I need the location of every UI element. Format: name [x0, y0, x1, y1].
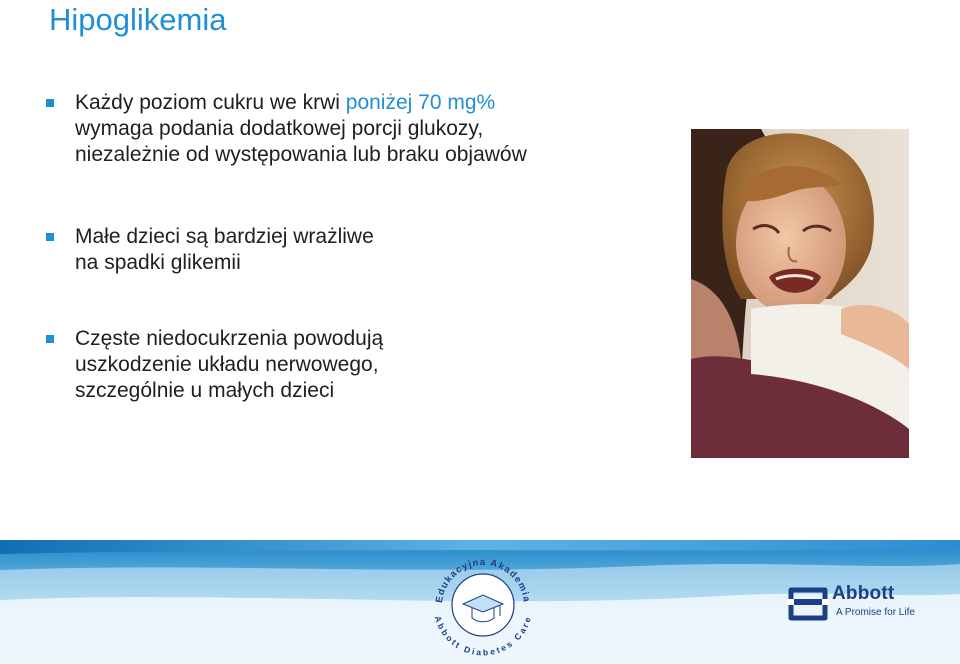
bullet-item [46, 326, 383, 404]
bullet-line: wymaga podania dodatkowej porcji glukozy, [75, 117, 484, 140]
bullet-line [75, 90, 527, 116]
bullet-item [46, 90, 527, 168]
bullet-line: uszkodzenie układu nerwowego, [75, 353, 379, 376]
highlight-text: poniżej 70 mg% [345, 91, 496, 114]
slide-title: Hipoglikemia [49, 2, 227, 37]
bullet-text [75, 326, 383, 404]
abbott-name: Abbott [832, 583, 895, 604]
crying-child-photo [691, 129, 909, 458]
bullet-line: na spadki glikemii [75, 251, 241, 274]
bullet-line-text: Każdy poziom cukru we krwi [75, 91, 346, 114]
academy-logo-bottom-text: Abbott Diabetes Care [432, 614, 534, 658]
bullet-square-icon [46, 233, 54, 241]
bullet-line: Małe dzieci są bardziej wrażliwe [75, 225, 374, 248]
bullet-line: szczególnie u małych dzieci [75, 379, 335, 402]
academy-logo-top-text: Edukacyjna Akademia [434, 556, 532, 604]
bullet-line: Częste niedocukrzenia powodują [75, 327, 384, 350]
academy-logo [428, 548, 538, 658]
bullet-text [75, 90, 527, 168]
bullet-item [46, 224, 374, 276]
bullet-line: niezależnie od występowania lub braku objawów [75, 143, 527, 166]
bullet-square-icon [46, 99, 54, 107]
abbott-tagline: A Promise for Life [836, 607, 915, 618]
abbott-logo [788, 583, 938, 623]
bullet-square-icon [46, 335, 54, 343]
abbott-mark-icon [788, 587, 828, 621]
bullet-text [75, 224, 374, 276]
